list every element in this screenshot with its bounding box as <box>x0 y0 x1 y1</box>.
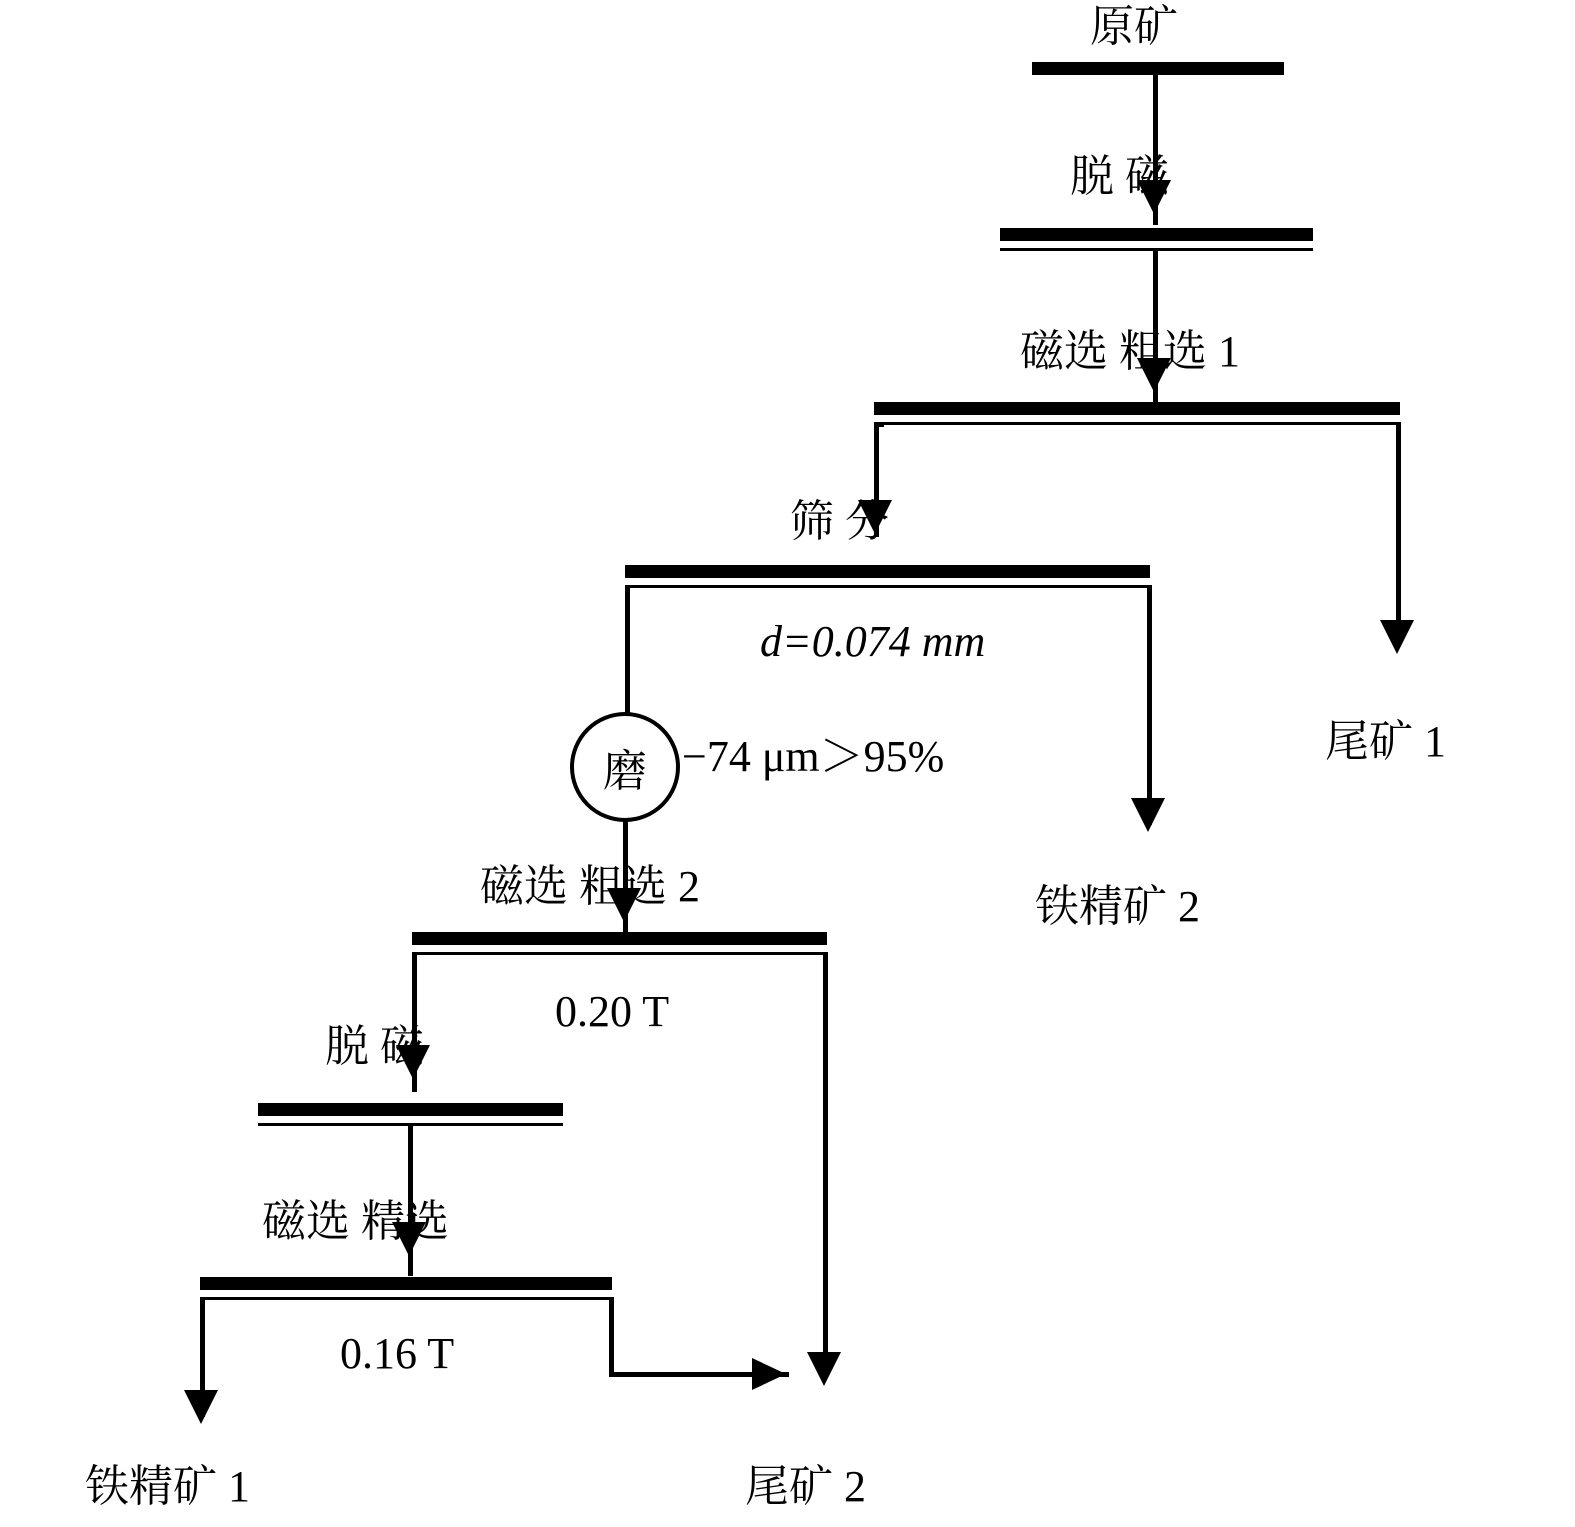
node-label-mag-rough2: 磁选 粗选 2 <box>480 862 700 911</box>
bar-demag1 <box>1000 228 1313 241</box>
bar-mag-rough1 <box>874 402 1400 415</box>
label-field-clean: 0.16 T <box>340 1329 455 1378</box>
arrowhead-tailings2-from-rough2 <box>807 1352 841 1386</box>
flow-clean-right <box>609 1297 614 1377</box>
arrowhead-concentrate1 <box>184 1390 218 1424</box>
node-label-demag1: 脱 磁 <box>1070 152 1169 201</box>
node-label-concentrate1: 铁精矿 1 <box>85 1462 250 1511</box>
bar-demag2 <box>258 1103 563 1116</box>
bar-feed <box>1032 62 1284 75</box>
label-screen-size: d=0.074 mm <box>760 617 986 666</box>
node-label-demag2: 脱 磁 <box>325 1022 424 1071</box>
mill-label: 磨 <box>603 747 647 796</box>
node-label-concentrate2: 铁精矿 2 <box>1035 882 1200 931</box>
arrowhead-concentrate2 <box>1131 798 1165 832</box>
node-label-screen: 筛 分 <box>790 497 889 546</box>
flow-screen-to-concentrate2 <box>1147 585 1152 825</box>
bar-screen <box>625 565 1150 578</box>
node-label-mag-rough1: 磁选 粗选 1 <box>1020 327 1240 376</box>
node-label-tailings1: 尾矿 1 <box>1325 717 1446 766</box>
arrowhead-tailings1 <box>1380 620 1414 654</box>
label-field-rough2: 0.20 T <box>555 987 670 1036</box>
bar-mag-rough2 <box>412 932 827 945</box>
node-label-tailings2: 尾矿 2 <box>745 1462 866 1511</box>
label-mill-spec: −74 μm＞95% <box>682 732 945 781</box>
node-label-mag-clean: 磁选 精选 <box>262 1197 449 1246</box>
mill-node <box>570 712 680 822</box>
flow-screen-to-mill <box>625 585 630 715</box>
bar-mag-clean <box>200 1277 612 1290</box>
flow-rough1-to-tailings1 <box>1396 422 1401 642</box>
flow-rough2-to-tailings2 <box>823 952 828 1372</box>
arrowhead-clean-to-tailings2 <box>752 1358 786 1390</box>
node-label-feed: 原矿 <box>1090 2 1178 51</box>
